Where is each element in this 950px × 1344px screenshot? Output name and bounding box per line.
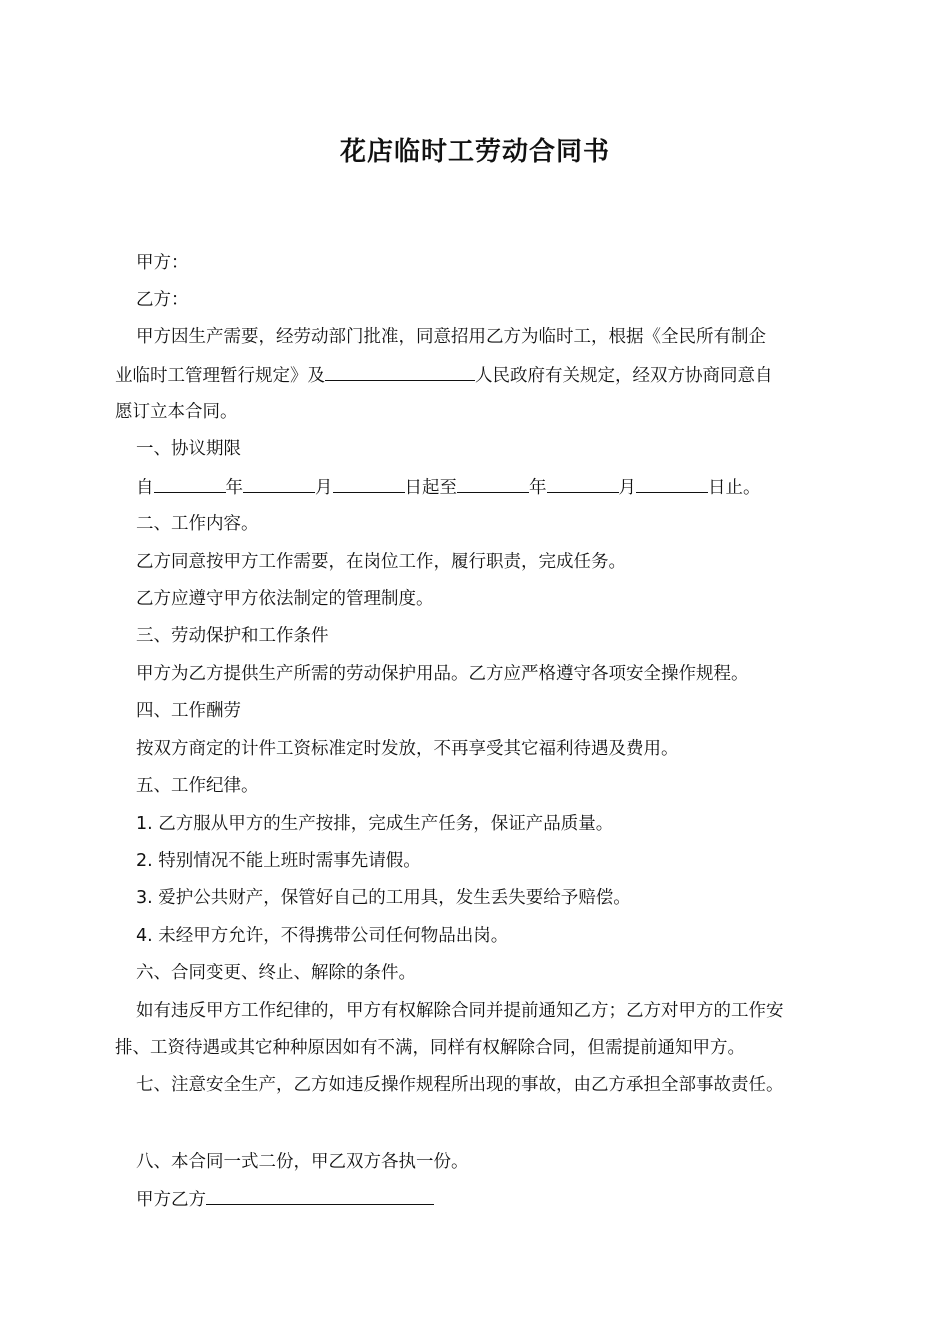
section-2-heading: 二、工作内容。 bbox=[136, 514, 259, 534]
section-4-heading: 四、工作酬劳 bbox=[136, 701, 241, 721]
discipline-item-2: 2. 特别情况不能上班时需事先请假。 bbox=[136, 851, 421, 871]
section-8: 八、本合同一式二份，甲乙双方各执一份。 bbox=[136, 1152, 469, 1172]
document-title: 花店临时工劳动合同书 bbox=[339, 137, 610, 167]
intro-line-3: 愿订立本合同。 bbox=[115, 402, 238, 422]
end-day-blank bbox=[636, 474, 708, 493]
section-3-heading: 三、劳动保护和工作条件 bbox=[136, 626, 329, 646]
party-a-label: 甲方： bbox=[136, 253, 189, 273]
term-month: 月 bbox=[315, 478, 333, 498]
term-year: 年 bbox=[225, 478, 243, 498]
intro-line-1: 甲方因生产需要，经劳动部门批准，同意招用乙方为临时工，根据《全民所有制企 bbox=[136, 327, 766, 347]
signature-label: 甲方乙方 bbox=[136, 1190, 206, 1210]
section-4-para-1: 按双方商定的计件工资标准定时发放，不再享受其它福利待遇及费用。 bbox=[136, 739, 679, 759]
term-year-2: 年 bbox=[529, 478, 547, 498]
section-5-heading: 五、工作纪律。 bbox=[136, 776, 259, 796]
intro-line-2-post: 人民政府有关规定，经双方协商同意自 bbox=[475, 366, 773, 386]
section-6-line-2: 排、工资待遇或其它种种原因如有不满，同样有权解除合同，但需提前通知甲方。 bbox=[115, 1038, 745, 1058]
party-b-label: 乙方： bbox=[136, 290, 189, 310]
start-day-blank bbox=[333, 474, 405, 493]
intro-line-2-pre: 业临时工管理暂行规定》及 bbox=[115, 366, 325, 386]
section-6-heading: 六、合同变更、终止、解除的条件。 bbox=[136, 963, 416, 983]
end-year-blank bbox=[457, 474, 529, 493]
start-year-blank bbox=[154, 474, 226, 493]
discipline-item-1: 1. 乙方服从甲方的生产按排，完成生产任务，保证产品质量。 bbox=[136, 814, 614, 834]
term-from: 自 bbox=[136, 478, 154, 498]
term-day-to: 日起至 bbox=[404, 478, 457, 498]
signature-line bbox=[136, 1186, 434, 1213]
section-2-para-1: 乙方同意按甲方工作需要，在岗位工作，履行职责，完成任务。 bbox=[136, 552, 626, 572]
section-2-para-2: 乙方应遵守甲方依法制定的管理制度。 bbox=[136, 589, 434, 609]
section-6-line-1: 如有违反甲方工作纪律的，甲方有权解除合同并提前通知乙方；乙方对甲方的工作安 bbox=[136, 1001, 784, 1021]
discipline-item-4: 4. 未经甲方允许，不得携带公司任何物品出岗。 bbox=[136, 926, 509, 946]
end-month-blank bbox=[547, 474, 619, 493]
signature-blank bbox=[206, 1186, 434, 1205]
term-line bbox=[136, 474, 761, 501]
term-month-2: 月 bbox=[618, 478, 636, 498]
section-3-para-1: 甲方为乙方提供生产所需的劳动保护用品。乙方应严格遵守各项安全操作规程。 bbox=[136, 664, 749, 684]
section-7: 七、注意安全生产，乙方如违反操作规程所出现的事故，由乙方承担全部事故责任。 bbox=[136, 1075, 784, 1095]
section-1-heading: 一、协议期限 bbox=[136, 439, 241, 459]
discipline-item-3: 3. 爱护公共财产，保管好自己的工用具，发生丢失要给予赔偿。 bbox=[136, 888, 631, 908]
term-end: 日止。 bbox=[708, 478, 761, 498]
intro-line-2 bbox=[115, 362, 773, 389]
start-month-blank bbox=[243, 474, 315, 493]
government-blank bbox=[325, 362, 475, 381]
